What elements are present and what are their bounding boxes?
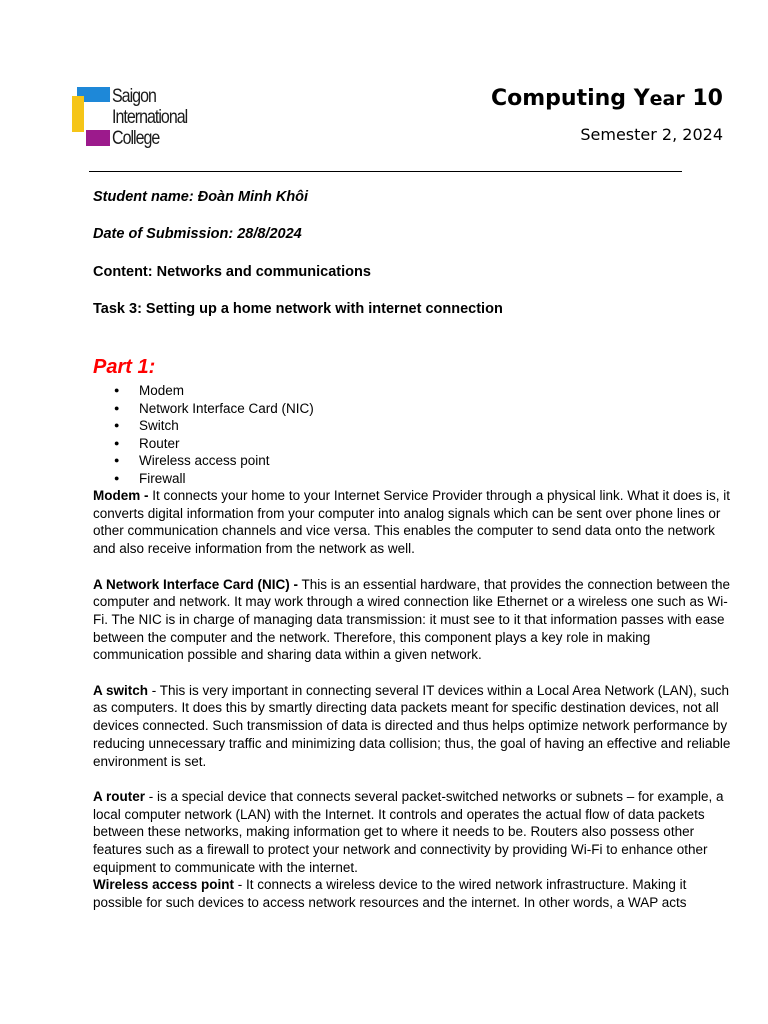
- submission-date: Date of Submission: 28/8/2024: [93, 226, 302, 242]
- header-divider: [89, 171, 682, 172]
- paragraph-switch: [93, 682, 733, 771]
- description: - It connects a wireless device to the wired network infrastructure. Making it possible for such devices to access network resources and the internet. In other words, a WAP acts: [93, 877, 687, 911]
- logo-line-1: Saigon: [112, 85, 156, 107]
- term: A router: [93, 788, 146, 804]
- list-item: ● Switch: [112, 417, 314, 435]
- list-item: ● Firewall: [112, 470, 314, 488]
- list-item: ● Network Interface Card (NIC): [112, 400, 314, 418]
- logo-line-2: International: [112, 106, 188, 128]
- description: This is an essential hardware, that provides the connection between the computer and network. It may work through a wired connection like Ethernet or a wireless one such as Wi-Fi. The NIC is in charge of managing data transmission: it must see to it that information passes with ease between the computer and the network. Therefore, this component plays a key role in making communication possible and sharing data within a given network.: [93, 576, 731, 663]
- college-logo: [72, 86, 207, 152]
- paragraph-router: [93, 788, 733, 877]
- logo-text: [112, 86, 187, 149]
- term: A switch: [93, 682, 149, 698]
- list-item: ● Router: [112, 435, 314, 453]
- document-title: [491, 86, 723, 111]
- paragraph-modem: [93, 487, 733, 558]
- description: - This is very important in connecting several IT devices within a Local Area Network (LAN), such as computers. It does this by smartly directing data packets meant for specific destination devices, not all devices connected. Such transmission of data is directed and thus helps optimize network performance by reducing unnecessary traffic and minimizing data collision; thus, the goal of having an effective and reliable environment is set.: [93, 682, 731, 769]
- document-body: [93, 487, 733, 912]
- logo-mark-icon: [72, 86, 110, 148]
- title-main: Computing Y: [490, 86, 650, 111]
- description: It connects your home to your Internet Service Provider through a physical link. What it does is, it converts digital information from your computer into analog signals which can be sent over phone lines or other communication channels and vice versa. This enables the computer to send data onto the network and also receive information from the network as well.: [93, 488, 731, 557]
- semester: Semester 2, 2024: [580, 125, 723, 144]
- task-line: Task 3: Setting up a home network with internet connection: [93, 301, 503, 317]
- paragraph-wap: [93, 876, 733, 911]
- part-1-heading: Part 1:: [93, 356, 156, 378]
- logo-line-3: College: [112, 127, 160, 149]
- title-small: ear: [649, 88, 685, 110]
- student-name: Student name: Đoàn Minh Khôi: [93, 189, 309, 205]
- paragraph-nic: [93, 576, 733, 665]
- list-item: ● Wireless access point: [112, 452, 314, 470]
- term: Wireless access point: [93, 877, 234, 893]
- description: - is a special device that connects several packet-switched networks or subnets – for example, a local computer network (LAN) with the Internet. It controls and operates the actual flow of data packets between these networks, making information get to where it needs to be. Routers also possess other features such as a firewall to protect your network and connectivity by providing Wi-Fi to enhance other equipment to communicate with the internet.: [93, 788, 724, 875]
- term: A Network Interface Card (NIC) -: [93, 576, 299, 592]
- device-list: [112, 382, 314, 488]
- list-item: ● Modem: [112, 382, 314, 400]
- content-line: Content: Networks and communications: [93, 264, 371, 280]
- title-end: 10: [684, 86, 723, 111]
- term: Modem -: [93, 488, 149, 503]
